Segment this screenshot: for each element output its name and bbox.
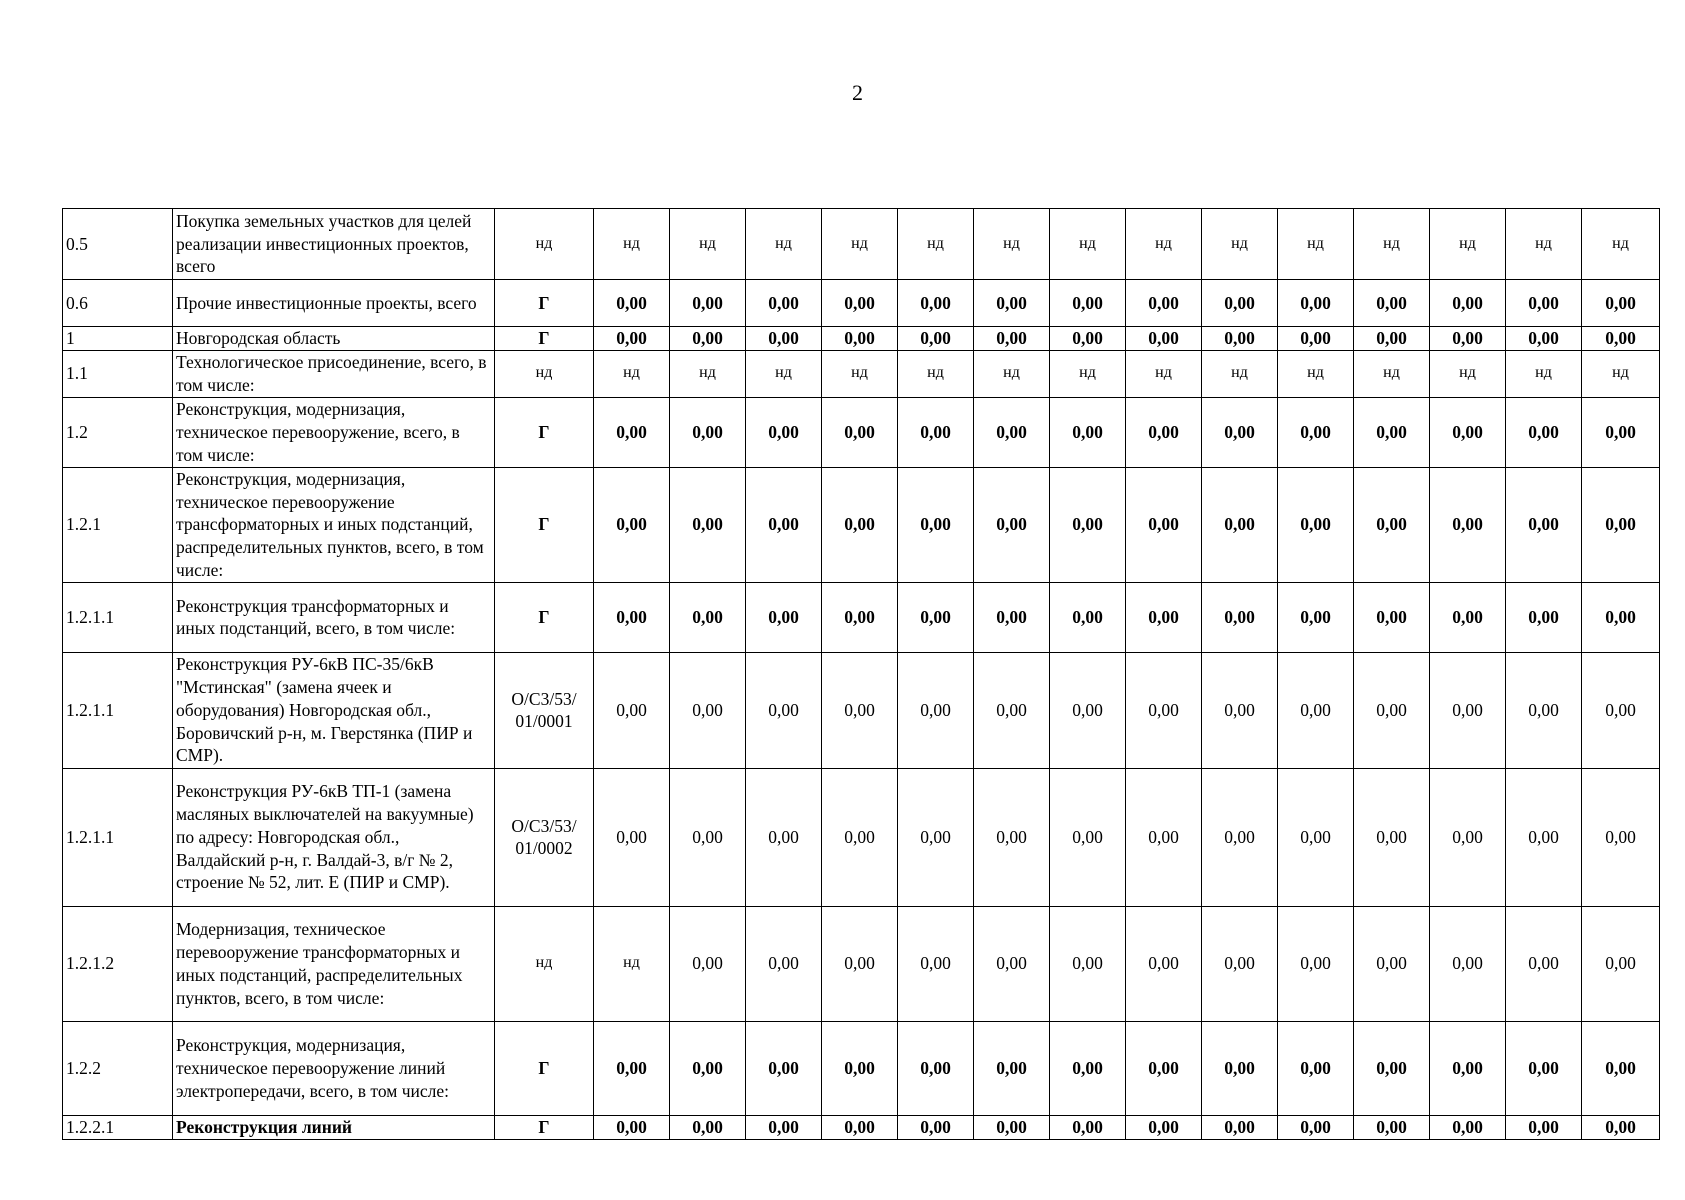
value-cell: 0,00	[1278, 467, 1354, 582]
value-cell: 0,00	[1050, 280, 1126, 327]
value-cell: нд	[746, 209, 822, 280]
value-cell: 0,00	[1202, 1021, 1278, 1115]
value-cell: 0,00	[746, 467, 822, 582]
table-body	[63, 209, 1660, 1140]
value-cell: 0,00	[594, 768, 670, 906]
value-cell: 0,00	[746, 397, 822, 467]
value-cell: 0,00	[1506, 1115, 1582, 1139]
value-cell: 0,00	[974, 327, 1050, 351]
value-cell: 0,00	[822, 397, 898, 467]
value-cell: нд	[1278, 350, 1354, 397]
value-cell: нд	[974, 209, 1050, 280]
value-cell: 0,00	[1050, 906, 1126, 1021]
value-cell: 0,00	[1430, 467, 1506, 582]
row-identifier: Г	[495, 1021, 594, 1115]
value-cell: 0,00	[594, 467, 670, 582]
value-cell: 0,00	[1430, 280, 1506, 327]
value-cell: 0,00	[822, 1021, 898, 1115]
value-cell: 0,00	[670, 768, 746, 906]
value-cell: нд	[670, 209, 746, 280]
value-cell: нд	[822, 350, 898, 397]
value-cell: нд	[1126, 350, 1202, 397]
value-cell: 0,00	[1582, 906, 1660, 1021]
value-cell: нд	[1050, 209, 1126, 280]
value-cell: 0,00	[746, 906, 822, 1021]
value-cell: 0,00	[1506, 1021, 1582, 1115]
value-cell: 0,00	[974, 280, 1050, 327]
value-cell: 0,00	[974, 652, 1050, 768]
value-cell: 0,00	[898, 280, 974, 327]
value-cell: 0,00	[1506, 906, 1582, 1021]
value-cell: 0,00	[594, 327, 670, 351]
value-cell: 0,00	[746, 652, 822, 768]
value-cell: 0,00	[1354, 906, 1430, 1021]
value-cell: 0,00	[1430, 768, 1506, 906]
value-cell: 0,00	[1430, 582, 1506, 652]
value-cell: 0,00	[1202, 1115, 1278, 1139]
value-cell: нд	[822, 209, 898, 280]
value-cell: 0,00	[1430, 652, 1506, 768]
value-cell: нд	[1354, 209, 1430, 280]
value-cell: 0,00	[594, 652, 670, 768]
table-row	[63, 768, 1660, 906]
value-cell: 0,00	[746, 768, 822, 906]
row-identifier: Г	[495, 280, 594, 327]
value-cell: 0,00	[822, 768, 898, 906]
page-number: 2	[852, 80, 863, 105]
table-row	[63, 467, 1660, 582]
value-cell: 0,00	[670, 906, 746, 1021]
value-cell: 0,00	[1430, 397, 1506, 467]
value-cell: 0,00	[670, 1021, 746, 1115]
value-cell: 0,00	[1202, 397, 1278, 467]
value-cell: 0,00	[1430, 1021, 1506, 1115]
value-cell: 0,00	[1050, 1021, 1126, 1115]
value-cell: 0,00	[670, 467, 746, 582]
value-cell: 0,00	[1506, 582, 1582, 652]
value-cell: 0,00	[746, 1021, 822, 1115]
value-cell: 0,00	[898, 768, 974, 906]
row-name: Новгородская область	[173, 327, 495, 351]
value-cell: 0,00	[1354, 768, 1430, 906]
row-name: Реконструкция, модернизация, техническое перевооружение линий электропередачи, всего, в том числе:	[173, 1021, 495, 1115]
row-name: Модернизация, техническое перевооружение трансформаторных и иных подстанций, распределительных пунктов, всего, в том числе:	[173, 906, 495, 1021]
value-cell: 0,00	[1582, 467, 1660, 582]
value-cell: 0,00	[974, 906, 1050, 1021]
value-cell: нд	[594, 209, 670, 280]
value-cell: 0,00	[1202, 582, 1278, 652]
value-cell: 0,00	[1050, 327, 1126, 351]
value-cell: 0,00	[974, 1021, 1050, 1115]
value-cell: нд	[1278, 209, 1354, 280]
value-cell: 0,00	[1582, 582, 1660, 652]
value-cell: нд	[1506, 209, 1582, 280]
value-cell: 0,00	[746, 280, 822, 327]
value-cell: 0,00	[1126, 397, 1202, 467]
value-cell: 0,00	[822, 327, 898, 351]
value-cell: 0,00	[1050, 652, 1126, 768]
value-cell: 0,00	[1582, 652, 1660, 768]
row-identifier: О/С3/53/ 01/0001	[495, 652, 594, 768]
value-cell: 0,00	[594, 397, 670, 467]
value-cell: 0,00	[1126, 1115, 1202, 1139]
value-cell: 0,00	[822, 280, 898, 327]
value-cell: 0,00	[1202, 327, 1278, 351]
value-cell: 0,00	[1050, 1115, 1126, 1139]
value-cell: 0,00	[1202, 467, 1278, 582]
value-cell: 0,00	[898, 906, 974, 1021]
row-code: 1.2.1	[63, 467, 173, 582]
value-cell: 0,00	[1506, 397, 1582, 467]
value-cell: 0,00	[1582, 397, 1660, 467]
value-cell: нд	[594, 350, 670, 397]
value-cell: 0,00	[974, 1115, 1050, 1139]
value-cell: нд	[1202, 209, 1278, 280]
row-identifier: Г	[495, 1115, 594, 1139]
value-cell: 0,00	[1506, 327, 1582, 351]
value-cell: нд	[1430, 350, 1506, 397]
row-identifier: нд	[495, 906, 594, 1021]
value-cell: 0,00	[670, 582, 746, 652]
value-cell: 0,00	[1278, 397, 1354, 467]
value-cell: нд	[898, 350, 974, 397]
row-name: Реконструкция, модернизация, техническое перевооружение, всего, в том числе:	[173, 397, 495, 467]
row-identifier: Г	[495, 467, 594, 582]
value-cell: 0,00	[1354, 1115, 1430, 1139]
row-name: Прочие инвестиционные проекты, всего	[173, 280, 495, 327]
value-cell: нд	[1126, 209, 1202, 280]
value-cell: нд	[1506, 350, 1582, 397]
value-cell: 0,00	[1126, 1021, 1202, 1115]
value-cell: нд	[746, 350, 822, 397]
value-cell: 0,00	[1126, 582, 1202, 652]
value-cell: 0,00	[1278, 280, 1354, 327]
table-row	[63, 327, 1660, 351]
table-row	[63, 209, 1660, 280]
value-cell: 0,00	[822, 582, 898, 652]
value-cell: 0,00	[1126, 467, 1202, 582]
value-cell: 0,00	[1582, 280, 1660, 327]
value-cell: нд	[1582, 350, 1660, 397]
row-code: 1.1	[63, 350, 173, 397]
row-name: Реконструкция РУ-6кВ ТП-1 (замена масляных выключателей на вакуумные) по адресу: Новгородская обл., Валдайский р-н, г. Валдай-3, в/г № 2, строение № 52, лит. Е (ПИР и СМР).	[173, 768, 495, 906]
value-cell: 0,00	[1506, 467, 1582, 582]
value-cell: 0,00	[746, 582, 822, 652]
value-cell: 0,00	[974, 582, 1050, 652]
value-cell: 0,00	[594, 1021, 670, 1115]
value-cell: 0,00	[1050, 397, 1126, 467]
row-code: 1.2	[63, 397, 173, 467]
value-cell: 0,00	[1354, 327, 1430, 351]
value-cell: 0,00	[670, 280, 746, 327]
value-cell: 0,00	[1278, 906, 1354, 1021]
value-cell: 0,00	[1278, 582, 1354, 652]
value-cell: 0,00	[1278, 652, 1354, 768]
value-cell: 0,00	[1202, 280, 1278, 327]
value-cell: 0,00	[974, 397, 1050, 467]
value-cell: нд	[1354, 350, 1430, 397]
investment-table	[62, 208, 1660, 1140]
row-identifier: О/С3/53/ 01/0002	[495, 768, 594, 906]
value-cell: нд	[974, 350, 1050, 397]
value-cell: 0,00	[974, 768, 1050, 906]
value-cell: 0,00	[670, 397, 746, 467]
value-cell: 0,00	[1278, 1021, 1354, 1115]
value-cell: 0,00	[974, 467, 1050, 582]
value-cell: 0,00	[1050, 467, 1126, 582]
value-cell: 0,00	[1278, 327, 1354, 351]
value-cell: нд	[1582, 209, 1660, 280]
value-cell: 0,00	[1278, 1115, 1354, 1139]
row-name: Реконструкция РУ-6кВ ПС-35/6кВ "Мстинская" (замена ячеек и оборудования) Новгородская обл., Боровичский р-н, м. Гверстянка (ПИР и СМР).	[173, 652, 495, 768]
value-cell: нд	[1050, 350, 1126, 397]
value-cell: 0,00	[1202, 652, 1278, 768]
value-cell: нд	[594, 906, 670, 1021]
value-cell: 0,00	[1430, 906, 1506, 1021]
table-row	[63, 350, 1660, 397]
value-cell: 0,00	[1050, 768, 1126, 906]
row-code: 1	[63, 327, 173, 351]
value-cell: 0,00	[1582, 768, 1660, 906]
value-cell: 0,00	[1354, 652, 1430, 768]
table-row	[63, 397, 1660, 467]
table-row	[63, 652, 1660, 768]
value-cell: 0,00	[594, 582, 670, 652]
table-row	[63, 1021, 1660, 1115]
value-cell: 0,00	[898, 327, 974, 351]
value-cell: нд	[1202, 350, 1278, 397]
value-cell: 0,00	[746, 1115, 822, 1139]
value-cell: 0,00	[898, 397, 974, 467]
value-cell: 0,00	[594, 1115, 670, 1139]
value-cell: 0,00	[1050, 582, 1126, 652]
row-code: 0.6	[63, 280, 173, 327]
value-cell: 0,00	[898, 582, 974, 652]
row-code: 1.2.2.1	[63, 1115, 173, 1139]
value-cell: 0,00	[1278, 768, 1354, 906]
value-cell: 0,00	[898, 1021, 974, 1115]
value-cell: 0,00	[898, 467, 974, 582]
value-cell: 0,00	[1354, 280, 1430, 327]
row-name: Покупка земельных участков для целей реализации инвестиционных проектов, всего	[173, 209, 495, 280]
row-code: 1.2.1.1	[63, 582, 173, 652]
row-identifier: нд	[495, 209, 594, 280]
value-cell: 0,00	[898, 652, 974, 768]
value-cell: нд	[1430, 209, 1506, 280]
row-identifier: Г	[495, 397, 594, 467]
value-cell: 0,00	[1582, 1115, 1660, 1139]
row-identifier: Г	[495, 582, 594, 652]
value-cell: 0,00	[670, 652, 746, 768]
value-cell: 0,00	[1506, 280, 1582, 327]
value-cell: 0,00	[822, 467, 898, 582]
value-cell: 0,00	[1202, 768, 1278, 906]
value-cell: 0,00	[1582, 327, 1660, 351]
value-cell: 0,00	[822, 1115, 898, 1139]
row-code: 0.5	[63, 209, 173, 280]
row-identifier: Г	[495, 327, 594, 351]
value-cell: 0,00	[1354, 397, 1430, 467]
value-cell: 0,00	[1506, 652, 1582, 768]
value-cell: 0,00	[1506, 768, 1582, 906]
row-code: 1.2.2	[63, 1021, 173, 1115]
value-cell: нд	[670, 350, 746, 397]
value-cell: 0,00	[670, 1115, 746, 1139]
value-cell: 0,00	[1126, 768, 1202, 906]
row-identifier: нд	[495, 350, 594, 397]
value-cell: 0,00	[1354, 1021, 1430, 1115]
value-cell: 0,00	[1354, 467, 1430, 582]
table-row	[63, 1115, 1660, 1139]
table-row	[63, 906, 1660, 1021]
row-name: Реконструкция линий	[173, 1115, 495, 1139]
value-cell: 0,00	[670, 327, 746, 351]
value-cell: 0,00	[898, 1115, 974, 1139]
value-cell: 0,00	[1202, 906, 1278, 1021]
value-cell: 0,00	[1430, 327, 1506, 351]
row-name: Технологическое присоединение, всего, в том числе:	[173, 350, 495, 397]
row-code: 1.2.1.1	[63, 768, 173, 906]
value-cell: 0,00	[1126, 280, 1202, 327]
row-name: Реконструкция, модернизация, техническое перевооружение трансформаторных и иных подстанций, распределительных пунктов, всего, в том числе:	[173, 467, 495, 582]
value-cell: 0,00	[1354, 582, 1430, 652]
row-name: Реконструкция трансформаторных и иных подстанций, всего, в том числе:	[173, 582, 495, 652]
value-cell: 0,00	[1582, 1021, 1660, 1115]
value-cell: 0,00	[1430, 1115, 1506, 1139]
table-row	[63, 280, 1660, 327]
value-cell: 0,00	[1126, 652, 1202, 768]
value-cell: 0,00	[1126, 327, 1202, 351]
value-cell: 0,00	[746, 327, 822, 351]
row-code: 1.2.1.2	[63, 906, 173, 1021]
value-cell: 0,00	[594, 280, 670, 327]
value-cell: 0,00	[822, 652, 898, 768]
value-cell: нд	[898, 209, 974, 280]
value-cell: 0,00	[822, 906, 898, 1021]
row-code: 1.2.1.1	[63, 652, 173, 768]
table-row	[63, 582, 1660, 652]
value-cell: 0,00	[1126, 906, 1202, 1021]
